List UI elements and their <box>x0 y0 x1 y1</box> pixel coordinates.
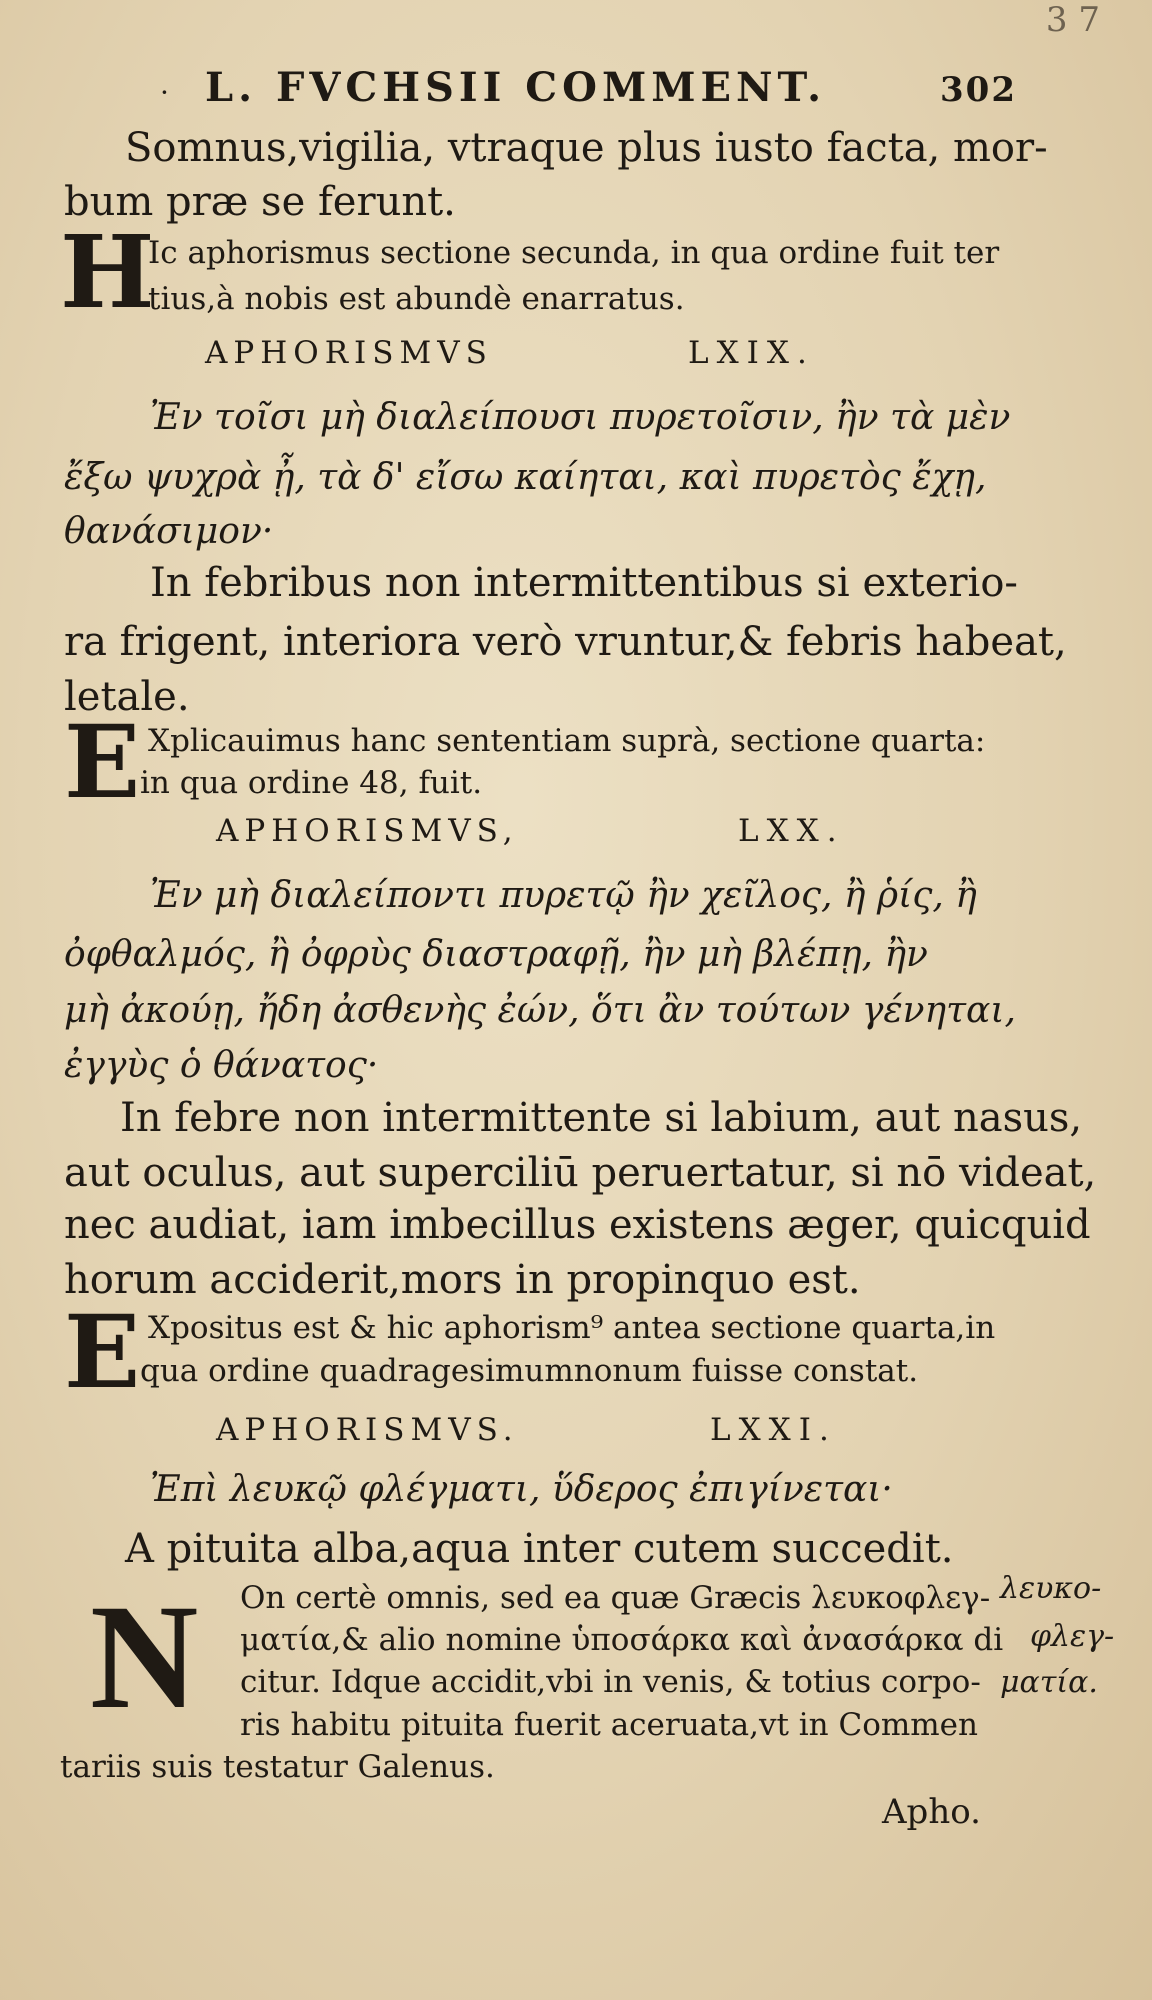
aphorism-latin-line: A pituita alba,aqua inter cutem succedit. <box>125 1526 954 1572</box>
greek-text-line: Ἐν μὴ διαλείποντι πυρετῷ ἢν χεῖλος, ἢ ῥίς, ἢ <box>150 875 977 916</box>
aphorism-latin-line: horum acciderit,mors in propinquo est. <box>64 1257 861 1303</box>
greek-text-line: Ἐπὶ λευκῷ φλέγματι, ὕδερος ἐπιγίνεται· <box>150 1469 893 1510</box>
commentary-line: Xpositus est & hic aphorism⁹ antea sectione quarta,in <box>148 1310 996 1346</box>
aphorism-number: LXXI. <box>710 1412 837 1448</box>
commentary-line: citur. Idque accidit,vbi in venis, & totius corpo- <box>240 1664 981 1700</box>
aphorism-number: LXX. <box>738 813 845 849</box>
commentary-line: ris habitu pituita fuerit aceruata,vt in Commen <box>240 1707 978 1743</box>
running-header <box>0 62 1152 122</box>
greek-text-line: ἔξω ψυχρὰ ᾖ, τὰ δ' εἴσω καίηται, καὶ πυρετὸς ἔχῃ, <box>64 457 987 498</box>
commentary-line: On certè omnis, sed ea quæ Græcis λευκοφλεγ- <box>240 1580 991 1616</box>
greek-text-line: μὴ ἀκούῃ, ἤδη ἀσθενὴς ἐών, ὅτι ἂν τούτων γένηται, <box>64 990 1016 1031</box>
commentary-line: Ic aphorismus sectione secunda, in qua ordine fuit ter <box>148 235 1000 271</box>
drop-cap: E <box>64 703 141 821</box>
aphorism-latin-line: nec audiat, iam imbecillus existens æger, quicquid <box>64 1202 1091 1248</box>
aphorism-latin-line: Somnus,vigilia, vtraque plus iusto facta, mor- <box>125 125 1048 171</box>
aphorism-latin-line: ra frigent, interiora verò vruntur,& febris habeat, <box>64 619 1067 665</box>
aphorism-latin-line: aut oculus, aut superciliū peruertatur, si nō videat, <box>64 1150 1097 1196</box>
aphorism-latin-line: In febribus non intermittentibus si exterio- <box>150 560 1018 606</box>
commentary-line: tariis suis testatur Galenus. <box>60 1749 495 1785</box>
marginal-note: ματία. <box>1000 1665 1098 1700</box>
marginal-note: λευκο- <box>1000 1571 1102 1606</box>
greek-text-line: Ἐν τοῖσι μὴ διαλείπουσι πυρετοῖσιν, ἢν τὰ μὲν <box>150 397 1011 438</box>
aphorism-latin-line: bum præ se ferunt. <box>64 179 456 225</box>
aphorism-heading: APHORISMVS <box>205 335 493 371</box>
aphorism-heading: APHORISMVS, <box>216 813 519 849</box>
aphorism-number: LXIX. <box>688 335 815 371</box>
aphorism-latin-line: In febre non intermittente si labium, aut nasus, <box>120 1095 1083 1141</box>
header-bullet: · <box>160 76 169 109</box>
commentary-line: ματία,& alio nomine ὑποσάρκα καὶ ἀνασάρκα di <box>240 1622 1004 1658</box>
drop-cap: E <box>64 1293 141 1411</box>
commentary-line: in qua ordine 48, fuit. <box>140 765 483 801</box>
marginal-note: φλεγ- <box>1030 1619 1115 1654</box>
catchword: Apho. <box>882 1792 981 1832</box>
greek-text-line: θανάσιμον· <box>64 511 274 552</box>
drop-cap: H <box>60 213 155 331</box>
commentary-line: Xplicauimus hanc sententiam suprà, sectione quarta: <box>148 723 986 759</box>
commentary-line: qua ordine quadragesimumnonum fuisse constat. <box>140 1353 919 1389</box>
page-number: 302 <box>940 70 1017 110</box>
aphorism-heading: APHORISMVS. <box>216 1412 519 1448</box>
greek-text-line: ὀφθαλμός, ἢ ὀφρὺς διαστραφῇ, ἢν μὴ βλέπῃ, ἢν <box>64 934 928 975</box>
running-title: L. FVCHSII COMMENT. <box>205 64 827 111</box>
aphorism-latin-line: letale. <box>64 674 190 720</box>
drop-cap: N <box>90 1574 199 1740</box>
greek-text-line: ἐγγὺς ὁ θάνατος· <box>64 1045 379 1086</box>
corner-mark: 3 7 <box>1045 0 1100 40</box>
commentary-line: tius,à nobis est abundè enarratus. <box>148 281 685 317</box>
